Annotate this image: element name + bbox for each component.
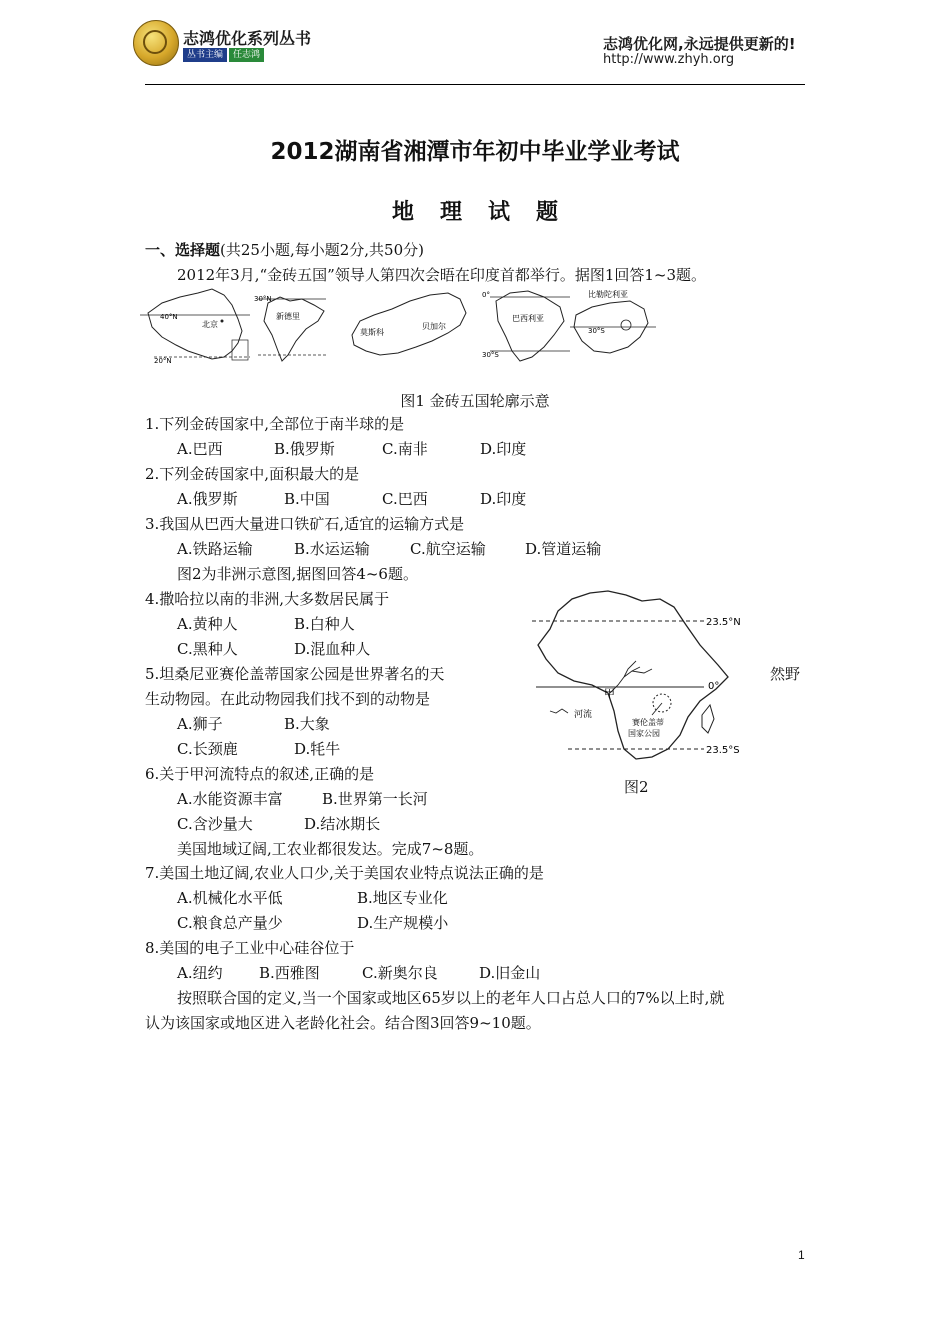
question-1: 1.下列金砖国家中,全部位于南半球的是 [145, 415, 405, 433]
q7-option-b[interactable]: B.地区专业化 [357, 889, 448, 907]
section-heading-row [145, 240, 424, 260]
label-23n: 23.5°N [706, 617, 741, 628]
q5-option-b[interactable]: B.大象 [284, 715, 330, 733]
q1-option-b[interactable]: B.俄罗斯 [274, 440, 335, 458]
q4-option-c[interactable]: C.黑种人 [177, 640, 238, 658]
label-0: 0° [482, 291, 490, 299]
china-outline [140, 289, 250, 365]
q6-option-a[interactable]: A.水能资源丰富 [177, 790, 283, 808]
editor-tag [183, 48, 264, 62]
label-newdelhi: 新德里 [276, 312, 300, 321]
label-beijing: 北京 [202, 320, 218, 329]
figure1-maps [140, 285, 660, 370]
q3-option-d[interactable]: D.管道运输 [525, 540, 602, 558]
q4-option-a[interactable]: A.黄种人 [177, 615, 238, 633]
question-5-part2: 然野 [770, 665, 801, 683]
section-note: (共25小题,每小题2分,共50分) [220, 241, 424, 259]
label-baikal: 贝加尔 [422, 322, 446, 331]
q4-option-d[interactable]: D.混血种人 [294, 640, 371, 658]
india-outline [254, 295, 326, 361]
intro-4-line2: 认为该国家或地区进入老龄化社会。结合图3回答9~10题。 [145, 1014, 541, 1032]
q1-option-a[interactable]: A.巴西 [177, 440, 223, 458]
question-6: 6.关于甲河流特点的叙述,正确的是 [145, 765, 375, 783]
q8-option-b[interactable]: B.西雅图 [259, 964, 320, 982]
logo-emblem-icon [143, 30, 167, 54]
q2-option-a[interactable]: A.俄罗斯 [177, 490, 238, 508]
legend-river: 河流 [574, 710, 593, 720]
figure1-caption: 图1 金砖五国轮廓示意 [400, 392, 550, 410]
label-park-2: 国家公园 [628, 729, 660, 738]
label-30s: 30°S [482, 351, 499, 359]
intro-3: 美国地域辽阔,工农业都很发达。完成7~8题。 [177, 840, 484, 858]
label-equator: 0° [708, 681, 720, 692]
south-africa-outline [570, 289, 656, 353]
figure2-caption: 图2 [624, 778, 649, 796]
label-23s: 23.5°S [706, 745, 740, 756]
intro-2: 图2为非洲示意图,据图回答4~6题。 [177, 565, 418, 583]
editor-tag-label: 丛书主编 [183, 48, 227, 62]
question-5-part3: 生动物园。在此动物园我们找不到的动物是 [145, 690, 431, 708]
label-park-1: 赛伦盖蒂 [632, 718, 664, 727]
q5-option-d[interactable]: D.牦牛 [294, 740, 341, 758]
header-slogan: 志鸿优化网,永远提供更新的! [603, 35, 796, 53]
q6-option-b[interactable]: B.世界第一长河 [322, 790, 428, 808]
figure2-africa-map [528, 585, 768, 775]
page-number: 1 [798, 1248, 805, 1262]
q2-option-c[interactable]: C.巴西 [382, 490, 428, 508]
series-title: 志鸿优化系列丛书 [183, 29, 312, 48]
label-40n: 40°N [160, 313, 178, 321]
label-pretoria: 比勒陀利亚 [588, 290, 628, 299]
label-30n: 30°N [254, 295, 272, 303]
label-moscow: 莫斯科 [360, 328, 384, 337]
q8-option-d[interactable]: D.旧金山 [479, 964, 541, 982]
label-river-jia: 甲 [604, 687, 615, 700]
header-url[interactable]: http://www.zhyh.org [603, 52, 735, 67]
question-2: 2.下列金砖国家中,面积最大的是 [145, 465, 360, 483]
q3-option-a[interactable]: A.铁路运输 [177, 540, 253, 558]
brazil-outline [482, 291, 570, 361]
q6-option-d[interactable]: D.结冰期长 [304, 815, 381, 833]
q7-option-d[interactable]: D.生产规模小 [357, 914, 449, 932]
q8-option-a[interactable]: A.纽约 [177, 964, 223, 982]
q1-option-d[interactable]: D.印度 [480, 440, 527, 458]
q5-option-c[interactable]: C.长颈鹿 [177, 740, 238, 758]
question-7: 7.美国土地辽阔,农业人口少,关于美国农业特点说法正确的是 [145, 864, 544, 882]
question-3: 3.我国从巴西大量进口铁矿石,适宜的运输方式是 [145, 515, 465, 533]
q8-option-c[interactable]: C.新奥尔良 [362, 964, 438, 982]
question-8: 8.美国的电子工业中心硅谷位于 [145, 939, 355, 957]
page-subtitle: 地理试题 [391, 199, 584, 225]
editor-tag-name: 任志鸿 [229, 48, 264, 62]
page-title: 2012湖南省湘潭市年初中毕业学业考试 [270, 139, 680, 165]
q2-option-d[interactable]: D.印度 [480, 490, 527, 508]
label-20n: 20°N [154, 357, 172, 365]
intro-1: 2012年3月,“金砖五国”领导人第四次会晤在印度首都举行。据图1回答1~3题。 [177, 266, 707, 284]
section-heading: 一、选择题 [145, 241, 221, 259]
label-brasilia: 巴西利亚 [512, 314, 544, 323]
header-divider [145, 84, 805, 85]
q1-option-c[interactable]: C.南非 [382, 440, 428, 458]
question-5-part1: 5.坦桑尼亚赛伦盖蒂国家公园是世界著名的天 [145, 665, 445, 683]
q6-option-c[interactable]: C.含沙量大 [177, 815, 253, 833]
q4-option-b[interactable]: B.白种人 [294, 615, 355, 633]
question-4: 4.撒哈拉以南的非洲,大多数居民属于 [145, 590, 390, 608]
q7-option-a[interactable]: A.机械化水平低 [177, 889, 283, 907]
q3-option-c[interactable]: C.航空运输 [410, 540, 486, 558]
q5-option-a[interactable]: A.狮子 [177, 715, 223, 733]
russia-outline [352, 293, 466, 355]
q7-option-c[interactable]: C.粮食总产量少 [177, 914, 283, 932]
intro-4-line1: 按照联合国的定义,当一个国家或地区65岁以上的老年人口占总人口的7%以上时,就 [177, 989, 725, 1007]
q3-option-b[interactable]: B.水运运输 [294, 540, 370, 558]
label-30s-sa: 30°S [588, 327, 605, 335]
q2-option-b[interactable]: B.中国 [284, 490, 330, 508]
